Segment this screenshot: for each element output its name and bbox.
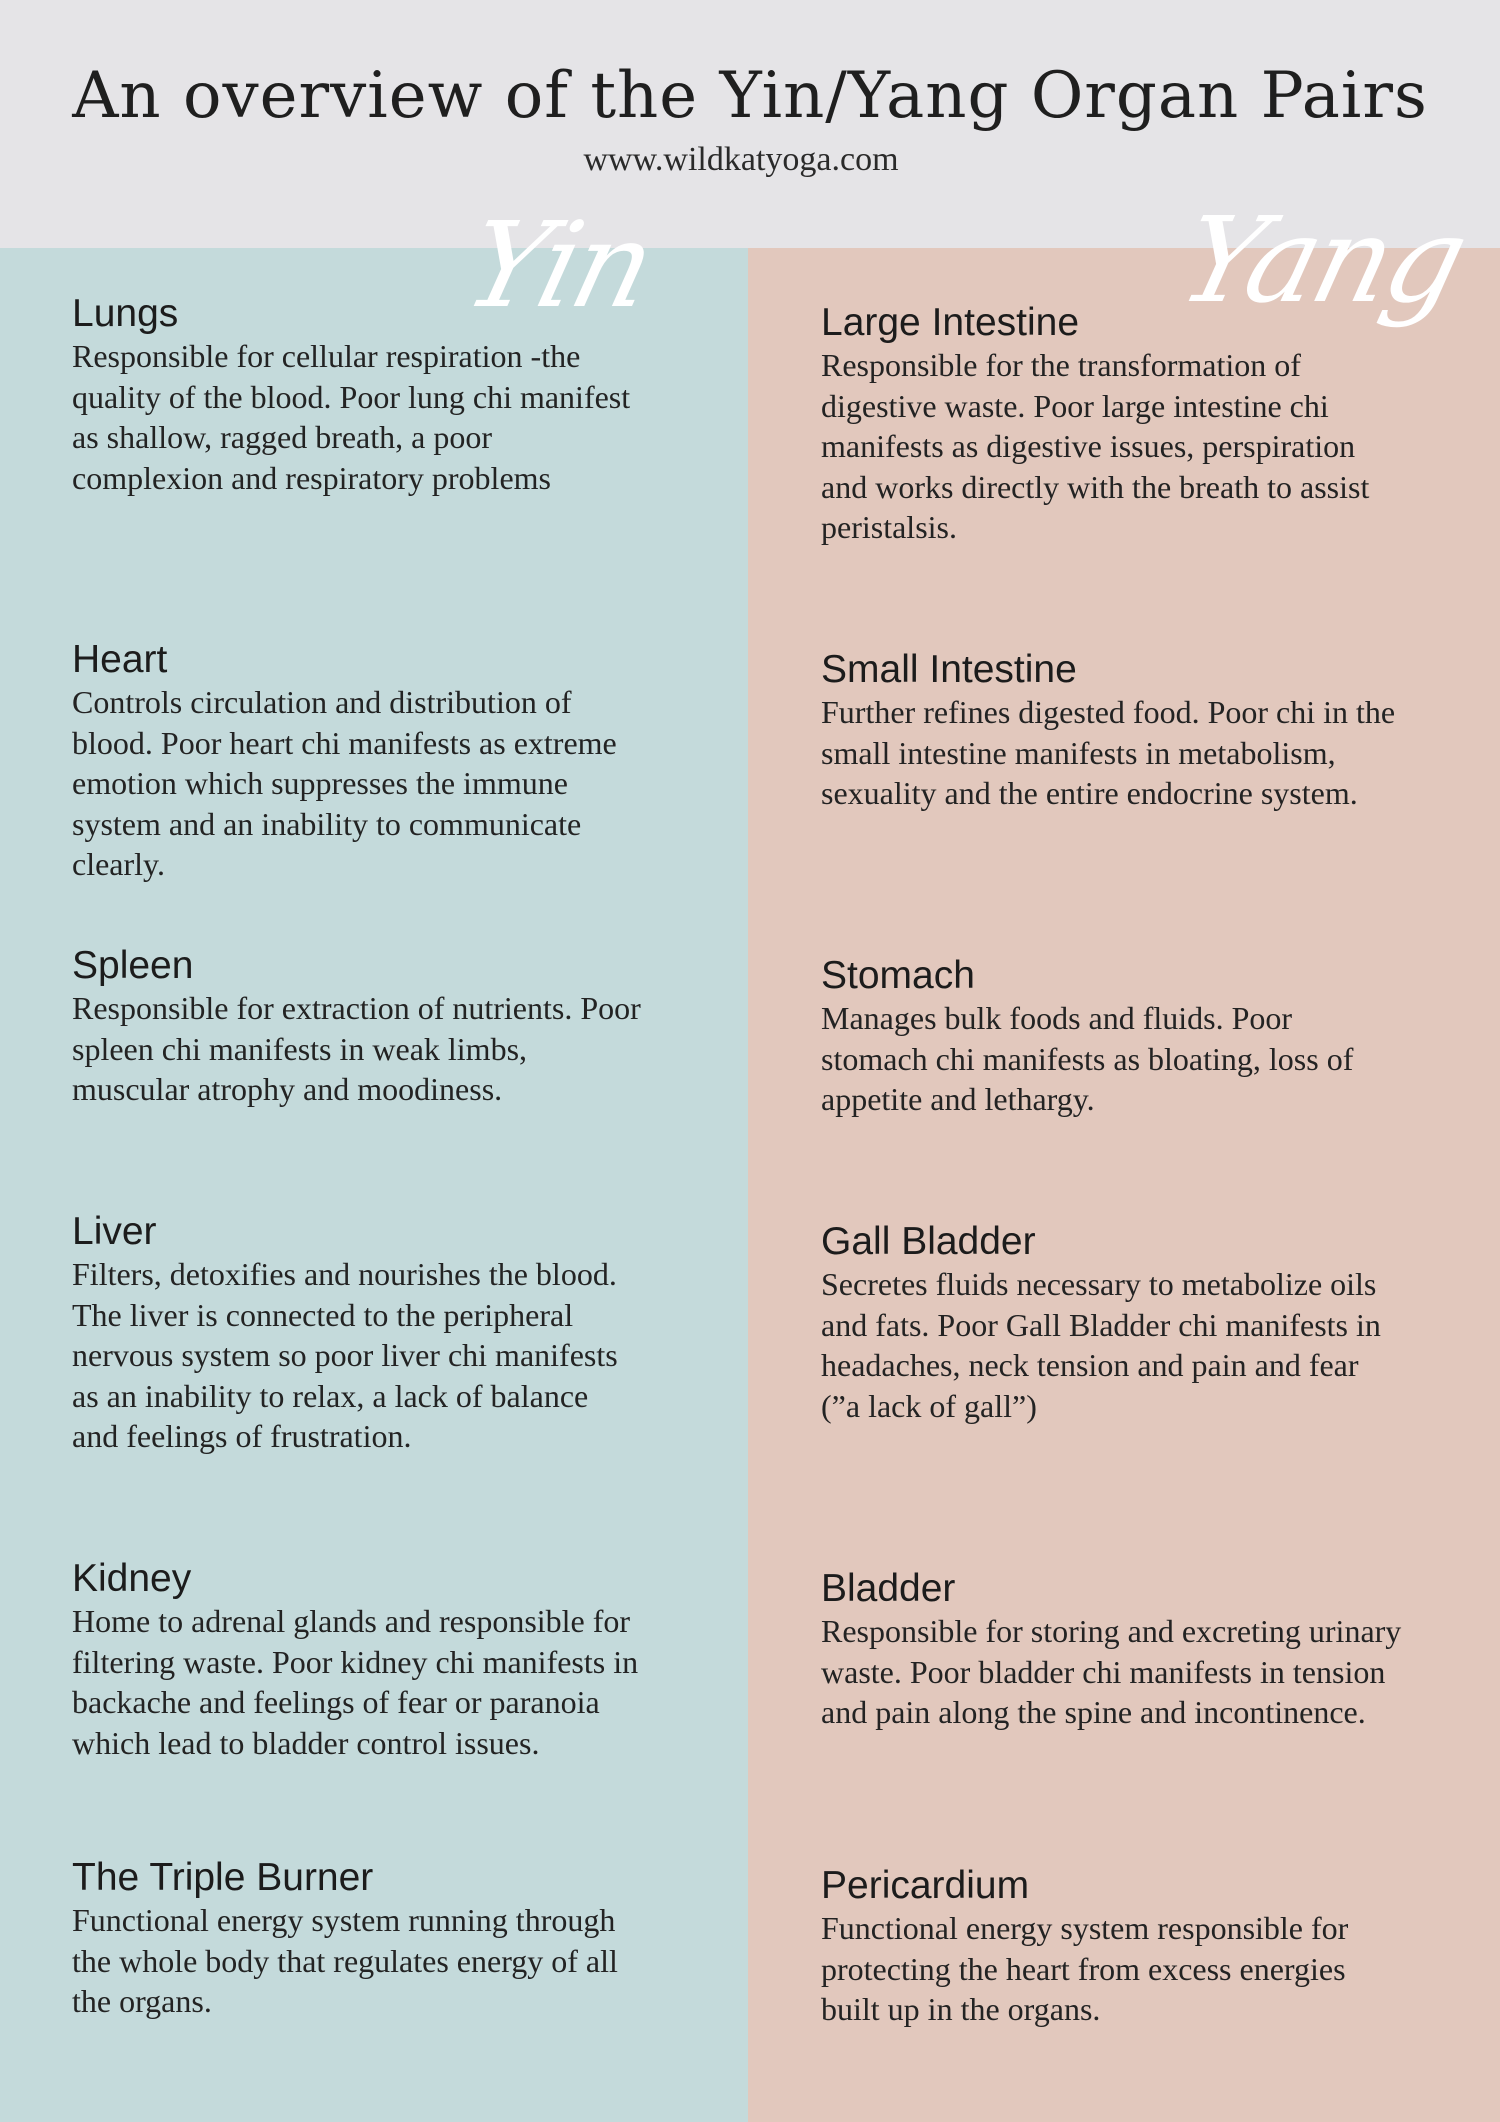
organ-name: Small Intestine	[821, 648, 1077, 691]
organ-name: Heart	[72, 638, 168, 681]
organ-large-intestine	[821, 301, 1421, 548]
yin-column	[0, 248, 748, 2122]
website-url: www.wildkatyoga.com	[583, 141, 899, 178]
organ-description: Secretes fluids necessary to metabolize oils and fats. Poor Gall Bladder chi manifests in headaches, neck tension and pain and fear (”a lack of gall”)	[821, 1266, 1381, 1424]
organ-name: Kidney	[72, 1557, 192, 1600]
organ-small-intestine	[821, 648, 1421, 814]
organ-name: Spleen	[72, 944, 194, 987]
organ-description: Responsible for cellular respiration -the quality of the blood. Poor lung chi manifest as shallow, ragged breath, a poor complexion and respiratory problems	[72, 338, 631, 496]
organ-description: Responsible for extraction of nutrients. Poor spleen chi manifests in weak limbs, muscular atrophy and moodiness.	[72, 990, 641, 1107]
organ-description: Home to adrenal glands and responsible for filtering waste. Poor kidney chi manifests in backache and feelings of fear or paranoia which lead to bladder control issues.	[72, 1603, 639, 1761]
organ-description: Functional energy system running through the whole body that regulates energy of all the organs.	[72, 1902, 618, 2019]
organ-description: Filters, detoxifies and nourishes the blood. The liver is connected to the peripheral nervous system so poor liver chi manifests as an inability to relax, a lack of balance and feelings of frustration.	[72, 1256, 618, 1454]
yang-heading: Yang	[1167, 191, 1477, 329]
organ-description: Controls circulation and distribution of blood. Poor heart chi manifests as extreme emotion which suppresses the immune system and an inability to communicate clearly.	[72, 684, 617, 882]
organ-stomach	[821, 954, 1421, 1120]
organ-description: Functional energy system responsible for protecting the heart from excess energies built up in the organs.	[821, 1910, 1349, 2027]
organ-bladder	[821, 1567, 1421, 1733]
organ-name: Pericardium	[821, 1864, 1030, 1907]
organ-triple-burner	[72, 1856, 672, 2022]
organ-name: Gall Bladder	[821, 1220, 1036, 1263]
organ-description: Manages bulk foods and fluids. Poor stomach chi manifests as bloating, loss of appetite and lethargy.	[821, 1000, 1354, 1117]
yin-heading: Yin	[452, 196, 665, 334]
organ-description: Responsible for storing and excreting urinary waste. Poor bladder chi manifests in tension and pain along the spine and incontinence.	[821, 1613, 1402, 1730]
organ-pericardium	[821, 1864, 1421, 2030]
organ-kidney	[72, 1557, 672, 1763]
organ-heart	[72, 638, 672, 885]
organ-name: Lungs	[72, 292, 179, 335]
organ-name: The Triple Burner	[72, 1856, 374, 1899]
organ-liver	[72, 1210, 672, 1457]
organ-gall-bladder	[821, 1220, 1421, 1426]
organ-name: Liver	[72, 1210, 157, 1253]
organ-name: Bladder	[821, 1567, 956, 1610]
organ-spleen	[72, 944, 672, 1110]
page-title: An overview of the Yin/Yang Organ Pairs	[72, 59, 1428, 133]
organ-name: Large Intestine	[821, 301, 1080, 344]
organ-name: Stomach	[821, 954, 975, 997]
organ-description: Responsible for the transformation of digestive waste. Poor large intestine chi manifests as digestive issues, perspiration and works directly with the breath to assist peristalsis.	[821, 347, 1370, 545]
organ-description: Further refines digested food. Poor chi in the small intestine manifests in metabolism, sexuality and the entire endocrine system.	[821, 694, 1396, 811]
